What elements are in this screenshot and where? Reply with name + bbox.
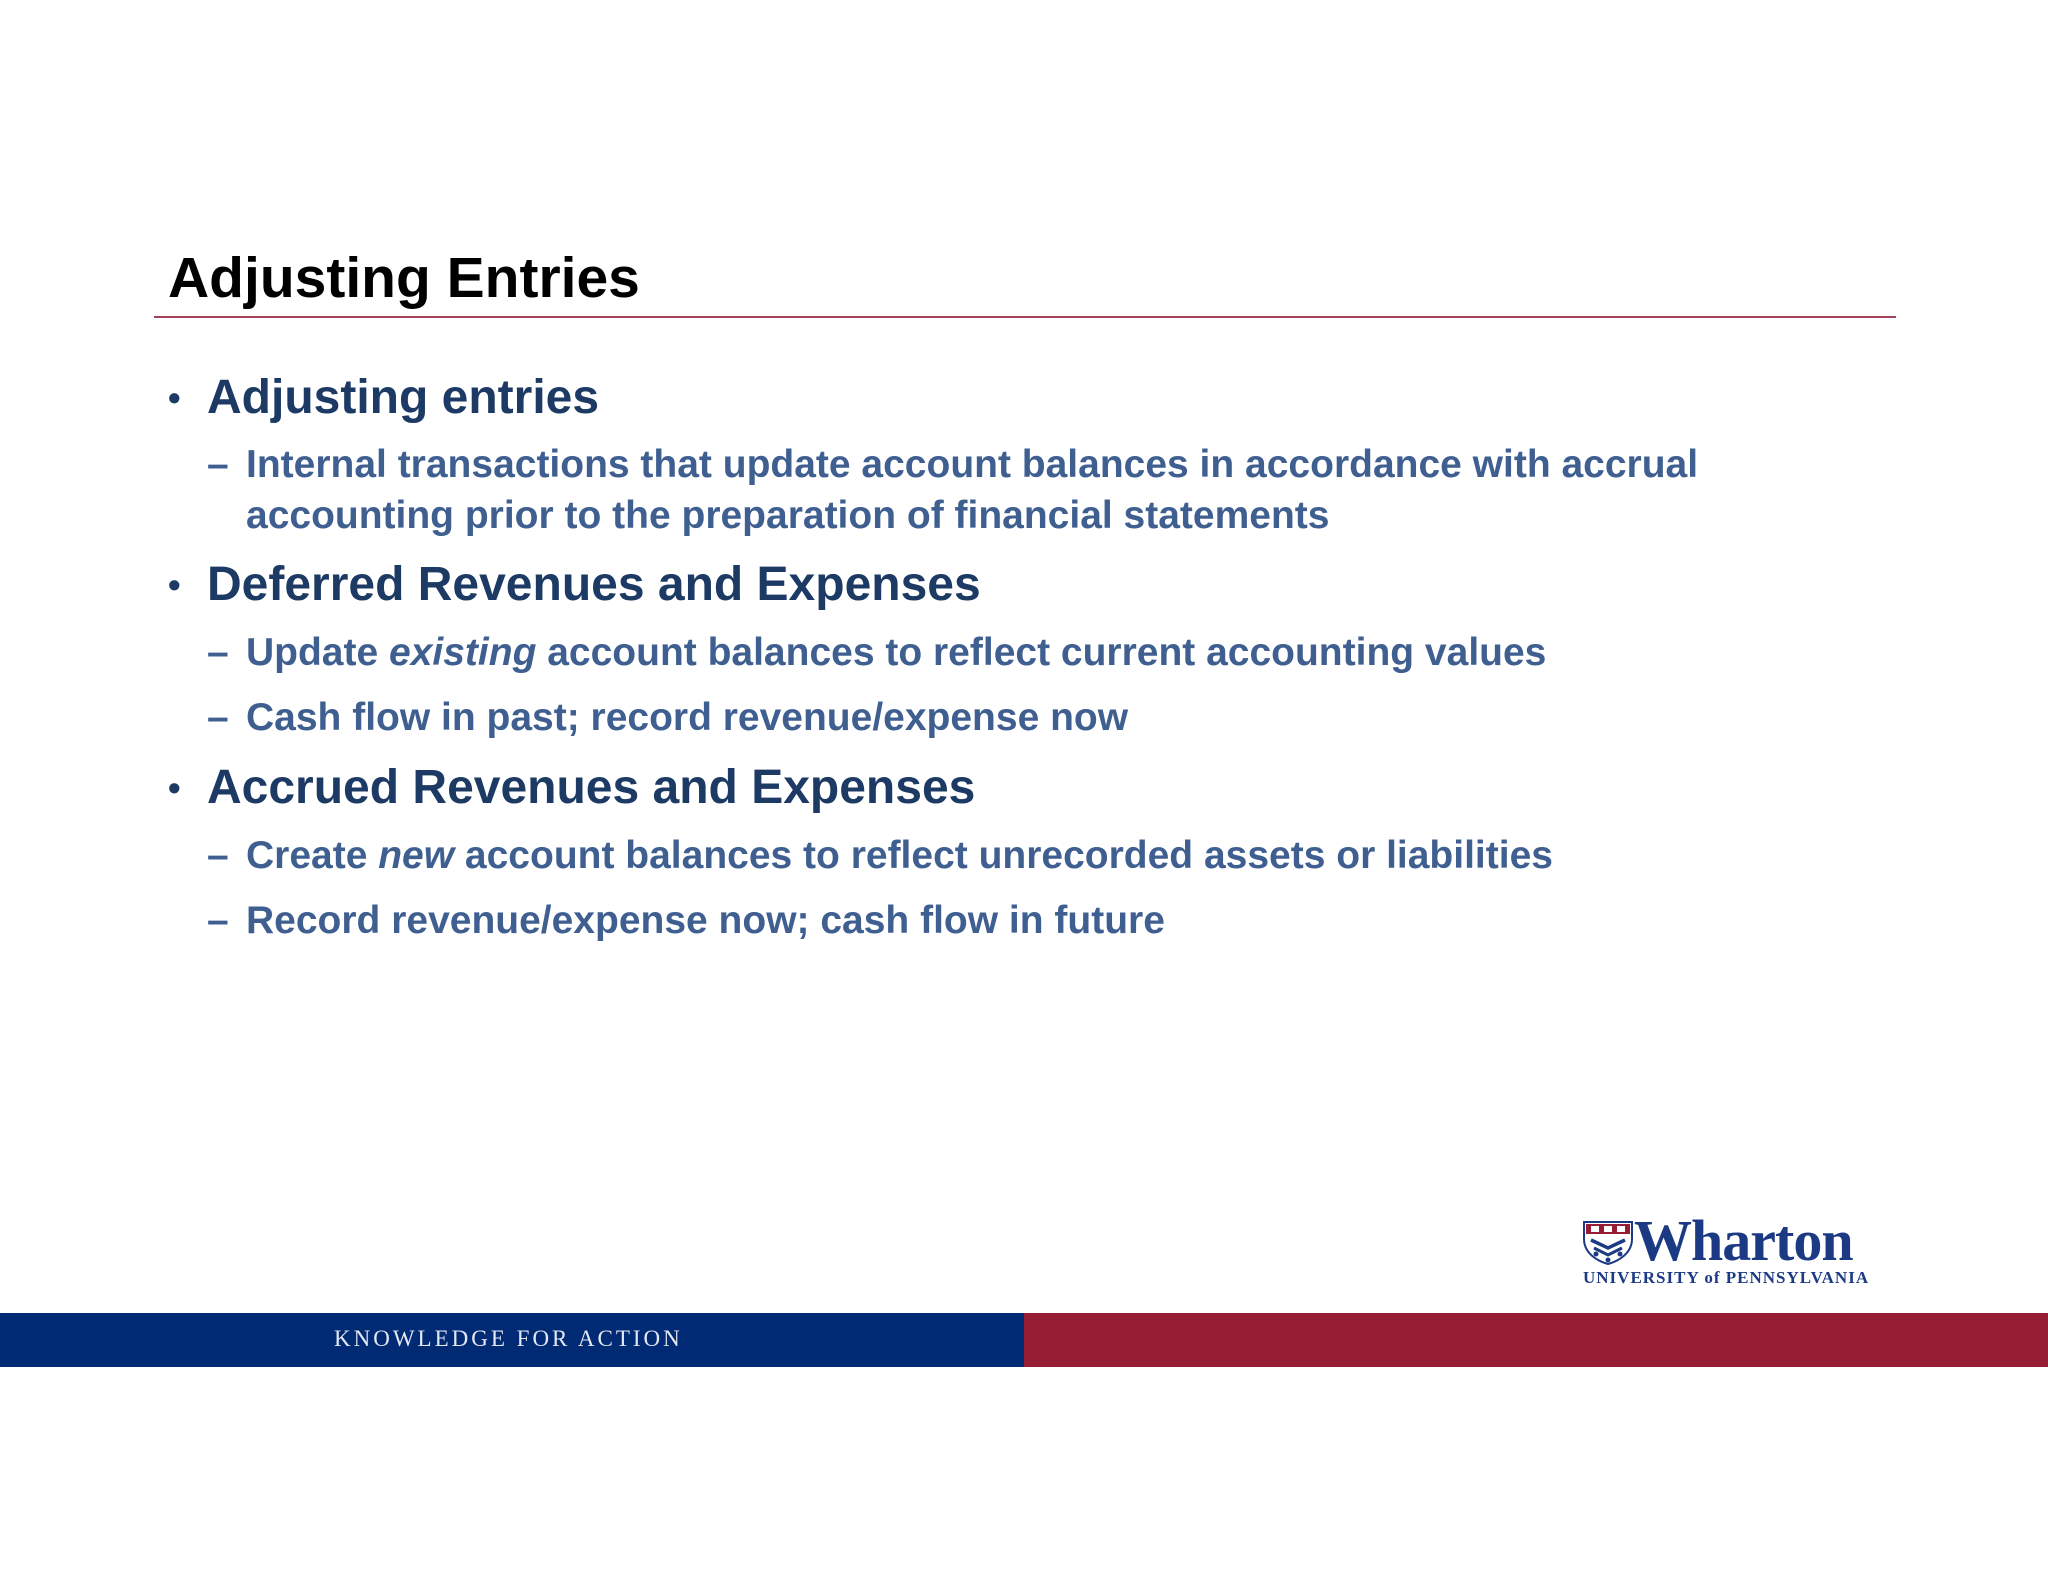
wharton-wordmark: Wharton bbox=[1634, 1208, 1853, 1273]
sub-item-text: Record revenue/expense now; cash flow in future bbox=[246, 899, 1165, 942]
bullet-marker: • bbox=[168, 377, 181, 418]
bullet-label: Accrued Revenues and Expenses bbox=[207, 761, 976, 814]
bullet-marker: • bbox=[168, 564, 181, 605]
slide-title: Adjusting Entries bbox=[168, 246, 640, 310]
bullet-marker: • bbox=[168, 767, 181, 808]
penn-shield-icon bbox=[1583, 1221, 1633, 1265]
sub-item-text bbox=[246, 830, 1553, 881]
wharton-logo bbox=[1582, 1208, 1904, 1290]
sub-text-before: Create bbox=[246, 834, 379, 877]
footer-tagline: KNOWLEDGE FOR ACTION bbox=[334, 1326, 683, 1351]
sub-item-text bbox=[246, 627, 1546, 678]
bullet-label: Deferred Revenues and Expenses bbox=[207, 558, 981, 611]
dash-marker: – bbox=[207, 899, 229, 942]
dash-marker: – bbox=[207, 834, 229, 877]
sub-text-emphasis: existing bbox=[389, 631, 537, 674]
dash-marker: – bbox=[207, 631, 229, 674]
university-caption: UNIVERSITY of PENNSYLVANIA bbox=[1583, 1268, 1870, 1287]
sub-item-text: Internal transactions that update account balances in accordance with accrual bbox=[246, 443, 1699, 486]
sub-text-after: account balances to reflect unrecorded assets or liabilities bbox=[454, 834, 1553, 877]
dash-marker: – bbox=[207, 443, 229, 486]
bullet-label: Adjusting entries bbox=[207, 371, 600, 424]
sub-text-after: account balances to reflect current accounting values bbox=[536, 631, 1547, 674]
sub-text-before: Update bbox=[246, 631, 390, 674]
dash-marker: – bbox=[207, 696, 229, 739]
title-rule bbox=[154, 316, 1896, 318]
sub-item-text: accounting prior to the preparation of financial statements bbox=[246, 494, 1330, 537]
sub-item-text: Cash flow in past; record revenue/expense now bbox=[246, 696, 1129, 739]
sub-text-emphasis: new bbox=[378, 834, 455, 877]
footer-band-red bbox=[1024, 1313, 2048, 1367]
